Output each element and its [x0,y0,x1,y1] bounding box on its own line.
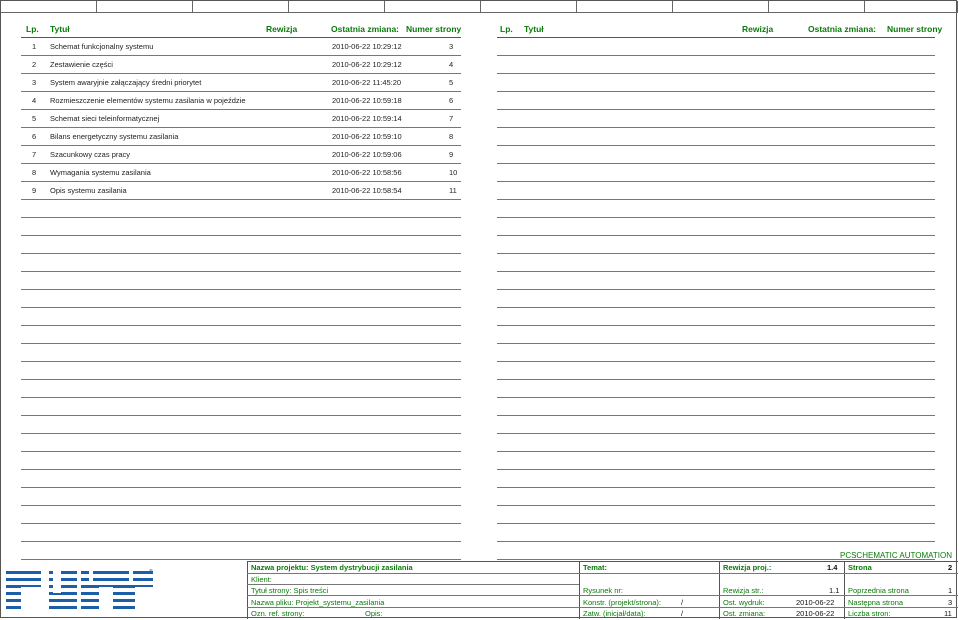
project-name: Nazwa projektu: System dystrybucji zasilania [251,563,413,572]
table-row [21,128,461,146]
page-count-label: Liczba stron: [848,609,891,618]
table-row [21,164,461,182]
table-row [21,182,461,200]
header-title: Tytuł [524,24,544,34]
toc-table-left [21,21,461,541]
table-row [497,200,935,218]
top-border-line [1,12,958,13]
rev-proj-label: Rewizja proj.: [723,563,772,572]
changed-label: Ost. zmiana: [723,609,766,618]
table-row [21,398,461,416]
tb-divider [844,561,845,619]
printed-value: 2010-06-22 [796,598,835,607]
row-page-number: 6 [449,96,454,105]
tb-divider [719,561,720,619]
table-row [497,326,935,344]
title-block-top-line [247,561,958,562]
tb-divider [579,561,580,619]
tb-row-line [247,595,958,596]
table-row [21,236,461,254]
row-page-number: 10 [449,168,458,177]
next-page-label: Następna strona [848,598,904,607]
header-page-number: Numer strony [406,24,462,34]
konstr-label: Konstr. (projekt/strona): [583,598,661,607]
row-title: Szacunkowy czas pracy [50,150,131,159]
table-row [21,488,461,506]
header-revision: Rewizja [266,24,298,34]
table-row [21,272,461,290]
table-row [497,164,935,182]
tb-row-line [247,584,579,585]
row-lp: 2 [32,60,37,69]
table-row [497,380,935,398]
row-lp: 1 [32,42,37,51]
row-last-change: 2010-06-22 10:59:14 [332,114,402,123]
tb-divider [247,561,248,619]
table-row [21,200,461,218]
table-row [497,146,935,164]
page-value: 2 [948,563,953,572]
table-row [21,254,461,272]
table-row [21,74,461,92]
table-row [21,452,461,470]
row-title: Wymagania systemu zasilania [50,168,151,177]
table-row [497,362,935,380]
prev-page-value: 1 [948,586,953,595]
rysunek-label: Rysunek nr: [583,586,624,595]
table-row [497,290,935,308]
row-title: Schemat funkcjonalny systemu [50,42,154,51]
tb-row-line [579,573,958,574]
row-last-change: 2010-06-22 10:29:12 [332,42,402,51]
table-row [21,290,461,308]
table-row [497,434,935,452]
header-lp: Lp. [26,24,39,34]
table-row [497,524,935,542]
row-title: Schemat sieci teleinformatycznej [50,114,160,123]
opis-label: Opis: [365,609,383,618]
ozn-ref-label: Ozn. ref. strony: [251,609,305,618]
table-row [497,182,935,200]
printed-label: Ost. wydruk: [723,598,765,607]
table-row [21,362,461,380]
row-page-number: 5 [449,78,454,87]
prev-page-label: Poprzednia strona [848,586,909,595]
header-last-change: Ostatnia zmiana: [808,24,877,34]
row-page-number: 7 [449,114,454,123]
header-revision: Rewizja [742,24,774,34]
row-page-number: 9 [449,150,454,159]
table-row [21,56,461,74]
table-row [497,128,935,146]
row-title: Bilans energetyczny systemu zasilania [50,132,179,141]
table-row [497,344,935,362]
rev-page-value: 1.1 [829,586,840,595]
rev-page-label: Rewizja str.: [723,586,764,595]
row-title: Opis systemu zasilania [50,186,127,195]
table-row [497,92,935,110]
table-row [497,272,935,290]
table-row [21,326,461,344]
row-page-number: 8 [449,132,454,141]
table-row [497,488,935,506]
table-row [21,344,461,362]
client-label: Klient: [251,575,272,584]
table-row [21,218,461,236]
zatw-label: Zatw. (inicjał/data): [583,609,646,618]
company-name: PCSCHEMATIC AUTOMATION [839,551,952,560]
title-block [1,551,958,619]
header-lp: Lp. [500,24,513,34]
konstr-value: / [681,598,684,607]
row-last-change: 2010-06-22 11:45:20 [332,78,402,87]
zatw-value: / [681,609,684,618]
row-last-change: 2010-06-22 10:58:54 [332,186,402,195]
row-last-change: 2010-06-22 10:59:10 [332,132,402,141]
row-last-change: 2010-06-22 10:59:06 [332,150,402,159]
changed-value: 2010-06-22 [796,609,835,618]
header-page-number: Numer strony [887,24,943,34]
table-row [21,38,461,56]
row-lp: 4 [32,96,37,105]
row-last-change: 2010-06-22 10:58:56 [332,168,402,177]
row-last-change: 2010-06-22 10:59:18 [332,96,402,105]
toc-table-right [497,21,943,541]
table-row [497,110,935,128]
table-row [497,398,935,416]
table-row [497,416,935,434]
row-lp: 3 [32,78,37,87]
table-row [497,506,935,524]
page-title: Tytuł strony: Spis treści [251,586,329,595]
table-row [21,380,461,398]
table-row [497,470,935,488]
next-page-value: 3 [948,598,953,607]
table-row [21,434,461,452]
svg-text:®: ® [149,569,153,575]
table-row [497,218,935,236]
row-title: Rozmieszczenie elementów systemu zasilania w pojeździe [50,96,246,105]
row-page-number: 4 [449,60,454,69]
table-row [497,308,935,326]
row-lp: 8 [32,168,37,177]
row-page-number: 11 [449,186,457,195]
table-row [497,236,935,254]
row-title: Zestawienie części [50,60,113,69]
row-page-number: 3 [449,42,454,51]
piap-logo [3,565,153,615]
table-row [21,308,461,326]
tb-row-line [247,573,579,574]
table-row [21,524,461,542]
table-row [497,38,935,56]
toc-header-right [497,21,943,37]
table-row [21,110,461,128]
table-row [497,74,935,92]
temat-label: Temat: [583,563,608,572]
table-row [21,470,461,488]
row-last-change: 2010-06-22 10:29:12 [332,60,402,69]
row-lp: 5 [32,114,37,123]
page-label: Strona [848,563,872,572]
row-lp: 7 [32,150,37,159]
table-row [21,506,461,524]
rev-proj-value: 1.4 [827,563,838,572]
row-title: System awaryjnie załączający średni priorytet [50,78,202,87]
table-row [21,92,461,110]
table-row [497,56,935,74]
table-row [497,452,935,470]
header-last-change: Ostatnia zmiana: [331,24,400,34]
header-title: Tytuł [50,24,70,34]
table-row [21,146,461,164]
row-lp: 9 [32,186,37,195]
table-row [497,254,935,272]
table-row [21,416,461,434]
page-count-value: 11 [944,609,952,618]
tb-row-line [247,607,958,608]
toc-header-left [21,21,461,37]
file-name: Nazwa pliku: Projekt_systemu_zasilania [251,598,385,607]
row-lp: 6 [32,132,37,141]
